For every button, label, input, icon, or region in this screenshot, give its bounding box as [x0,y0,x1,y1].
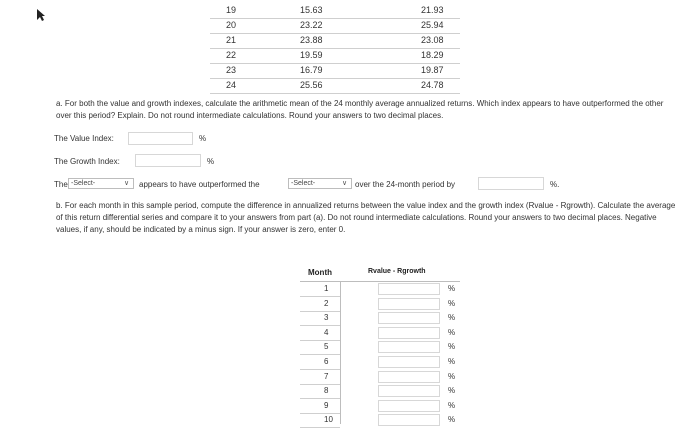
month-cell: 10 [324,415,333,425]
month-cell: 2 [324,298,329,308]
growth-index-label: The Growth Index: [54,157,120,166]
value-index-input[interactable] [128,132,193,145]
month-cell: 9 [324,400,329,410]
month-cell: 7 [324,371,329,381]
diff-pct: % [448,400,456,410]
diff-input[interactable] [378,400,440,412]
table-cell-value: 19.59 [300,50,323,60]
month-row-divider [300,325,340,326]
month-cell: 3 [324,313,329,323]
month-cell: 6 [324,357,329,366]
table-cell-month: 22 [226,50,237,60]
outperform-margin-pct: %. [550,180,560,189]
part-a-question: a. For both the value and growth indexes, calculate the arithmetic mean of the 24 monthly average annualized returns. Which index appears to have outperformed the other over this period? Explain. Do not round intermediate calculations. Round your answers to two decimal places. [56,99,664,120]
table-cell-growth: 23.08 [421,35,444,45]
table-row-divider [210,78,460,79]
diff-pct: % [448,371,456,381]
table-cell-month: 21 [226,35,237,45]
table-cell-growth: 24.78 [421,80,444,90]
table-row-divider [210,33,460,34]
table-cell-growth: 25.94 [421,20,444,30]
month-column-header: Month [308,268,332,277]
diff-column-header: Rvalue - Rgrowth [368,268,426,275]
mouse-cursor-icon [36,8,46,22]
table-row-divider [210,63,460,64]
table-cell-value: 16.79 [300,65,323,75]
diff-pct: % [448,327,456,337]
growth-index-input[interactable] [135,154,201,167]
table-cell-growth: 18.29 [421,50,444,60]
diff-input[interactable] [378,385,440,397]
month-row-divider [300,340,340,341]
diff-input[interactable] [378,341,440,353]
diff-pct: % [448,298,456,308]
value-index-pct: % [199,134,207,143]
outperform-margin-input[interactable] [478,177,544,190]
table-cell-value: 25.56 [300,80,323,90]
diff-input[interactable] [378,356,440,368]
month-row-divider [300,311,340,312]
diff-input[interactable] [378,312,440,324]
sentence-mid: appears to have outperformed the [139,180,260,189]
table-cell-growth: 21.93 [421,5,444,15]
select-outperformer-value: -Select- [71,180,96,187]
part-b-question: b. For each month in this sample period, compute the difference in annualized returns between the value index and the growth index (Rvalue - Rgrowth). Calculate the average of this return differential series and compare it to your answers from part (a). Do not round intermediate calculations. Round your answers to two decimal places. Negative values, if any, should be indicated by a minus sign. If your answer is zero, enter 0. [56,201,676,234]
month-cell: 5 [324,342,329,352]
select-outperformer[interactable] [68,178,134,189]
diff-pct: % [448,342,456,352]
select-underperformer[interactable] [288,178,352,189]
diff-pct: % [448,313,456,323]
table-cell-value: 23.22 [300,20,323,30]
month-row-divider [300,398,340,399]
table-cell-value: 23.88 [300,35,323,45]
table-cell-month: 19 [226,5,237,15]
table-row-divider [210,18,460,19]
diff-input[interactable] [378,327,440,339]
table-row-divider [210,93,460,94]
table-cell-month: 23 [226,65,237,75]
sentence-end: over the 24-month period by [355,180,456,189]
select-underperformer-value: -Select- [291,180,316,187]
header-divider [300,281,460,282]
table-row-divider [210,48,460,49]
month-row-divider [300,384,340,385]
chevron-down-icon: ∨ [342,180,348,187]
diff-input[interactable] [378,371,440,383]
month-cell: 4 [324,327,329,337]
month-row-divider [300,296,340,297]
table-cell-month: 20 [226,20,237,30]
diff-pct: % [448,386,456,396]
diff-input[interactable] [378,298,440,310]
month-row-divider [300,369,340,370]
diff-input[interactable] [378,414,440,426]
column-divider [340,281,341,424]
diff-pct: % [448,415,456,425]
sentence-the: The [54,180,68,189]
table-cell-growth: 19.87 [421,65,444,75]
growth-index-pct: % [207,157,215,166]
table-cell-value: 15.63 [300,5,323,15]
month-row-divider [300,354,340,355]
month-cell: 8 [324,386,329,396]
diff-pct: % [448,284,456,293]
table-cell-month: 24 [226,80,237,90]
month-cell: 1 [324,284,329,293]
month-row-divider [300,413,340,414]
diff-input[interactable] [378,283,440,295]
value-index-label: The Value Index: [54,134,114,143]
diff-pct: % [448,357,456,366]
chevron-down-icon: ∨ [124,180,130,187]
